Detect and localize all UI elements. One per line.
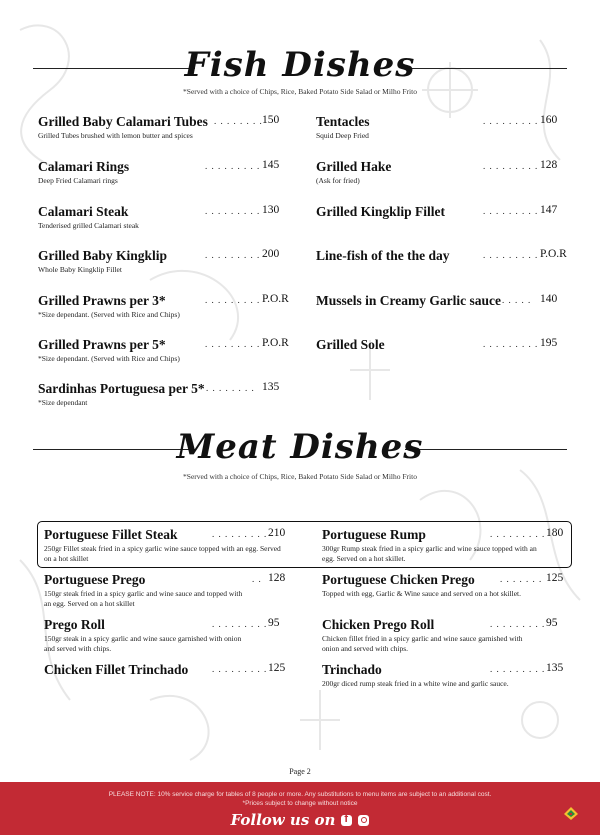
badge-icon xyxy=(562,804,580,822)
item-leader-dots: . . . . . . . . . xyxy=(205,295,261,305)
item-leader-dots: . . . . . . . . . xyxy=(205,250,261,260)
item-price: P.O.R xyxy=(262,293,289,305)
menu-item xyxy=(322,617,558,654)
item-name: Grilled Prawns per 3* xyxy=(38,293,166,308)
menu-item xyxy=(44,572,286,609)
instagram-icon[interactable] xyxy=(358,815,369,826)
menu-item xyxy=(316,114,558,141)
item-description: 150gr steak in a spicy garlic and wine sauce garnished with onion and served with chips. xyxy=(44,634,242,653)
item-description: Deep Fried Calamari rings xyxy=(38,176,118,185)
footer-note xyxy=(0,782,600,808)
item-leader-dots: . . . . . . . xyxy=(500,574,543,584)
item-price: 210 xyxy=(268,527,286,539)
item-leader-dots: . . . . . . . . . xyxy=(205,206,261,216)
item-name: Chicken Prego Roll xyxy=(322,617,435,632)
item-description: Grilled Tubes brushed with lemon butter and spices xyxy=(38,131,193,140)
item-name: Portuguese Prego xyxy=(44,572,146,587)
item-description: *Size dependant xyxy=(38,398,88,407)
meat-section-title: Meat Dishes xyxy=(176,427,424,467)
menu-item xyxy=(38,159,280,186)
item-leader-dots: . . . . . xyxy=(502,295,532,305)
item-price: 147 xyxy=(540,204,558,216)
item-name: Chicken Fillet Trinchado xyxy=(44,662,189,677)
item-leader-dots: . . . . . . . . . xyxy=(490,664,546,674)
fish-subnote: *Served with a choice of Chips, Rice, Baked Potato Side Salad or Milho Frito xyxy=(183,87,417,96)
item-name: Sardinhas Portuguesa per 5* xyxy=(38,381,205,396)
item-price: 195 xyxy=(540,337,558,349)
item-price: P.O.R xyxy=(540,248,567,260)
item-price: 128 xyxy=(540,159,558,171)
item-leader-dots: . . . . . . . . . xyxy=(212,619,268,629)
menu-item xyxy=(44,662,286,678)
item-name: Grilled Baby Calamari Tubes xyxy=(38,114,208,129)
item-description: 250gr Fillet steak fried in a spicy garlic wine sauce topped with an egg. Served on a hot skillet xyxy=(44,544,281,563)
menu-item xyxy=(44,617,280,654)
item-price: 140 xyxy=(540,293,558,305)
item-leader-dots: . . . . . . . . . xyxy=(483,250,539,260)
item-leader-dots: . . . . . . . . . xyxy=(490,529,546,539)
follow-us xyxy=(231,811,370,829)
item-leader-dots: . . . . . . . . . xyxy=(483,206,539,216)
item-price: 125 xyxy=(268,662,286,674)
item-name: Tentacles xyxy=(316,114,370,129)
item-name: Grilled Baby Kingklip xyxy=(38,248,168,263)
item-name: Trinchado xyxy=(322,662,382,677)
item-leader-dots: . . . . . . . . . xyxy=(483,339,539,349)
item-leader-dots: . . xyxy=(252,574,262,584)
menu-item xyxy=(38,204,280,231)
menu-item xyxy=(316,159,558,186)
item-leader-dots: . . . . . . . . . xyxy=(490,619,546,629)
fish-section-title: Fish Dishes xyxy=(184,45,416,85)
item-leader-dots: . . . . . . . . xyxy=(206,383,255,393)
item-leader-dots: . . . . . . . . . xyxy=(483,161,539,171)
item-description: Tenderised grilled Calamari steak xyxy=(38,221,139,230)
menu-item xyxy=(44,527,284,564)
item-description: 200gr diced rump steak fried in a white wine and garlic sauce. xyxy=(322,679,509,688)
item-description: Whole Baby Kingklip Fillet xyxy=(38,265,122,274)
item-name: Calamari Steak xyxy=(38,204,129,219)
item-leader-dots: . . . . . . . . . xyxy=(205,339,261,349)
menu-item xyxy=(316,337,558,353)
item-name: Portuguese Rump xyxy=(322,527,426,542)
menu-item xyxy=(316,248,567,264)
item-leader-dots: . . . . . . . . . xyxy=(483,116,539,126)
item-price: 95 xyxy=(268,617,280,629)
item-name: Line-fish of the the day xyxy=(316,248,450,263)
item-description: (Ask for fried) xyxy=(316,176,360,185)
service-charge-note: PLEASE NOTE: 10% service charge for tables of 8 people or more. Any substitutions to menu items are subject to an additional cost. xyxy=(108,791,492,798)
item-description: Chicken fillet fried in a spicy garlic and wine sauce garnished with onion and served with chips. xyxy=(322,634,523,653)
item-name: Grilled Hake xyxy=(316,159,392,174)
menu-item xyxy=(38,381,280,408)
menu-item xyxy=(38,248,280,275)
price-change-note: *Prices subject to change without notice xyxy=(242,800,358,807)
item-name: Grilled Kingklip Fillet xyxy=(316,204,446,219)
item-leader-dots: . . . . . . . . . xyxy=(212,529,268,539)
item-leader-dots: . . . . . . . . . xyxy=(212,664,268,674)
menu-item xyxy=(316,293,558,309)
item-price: P.O.R xyxy=(262,337,289,349)
item-name: Portuguese Chicken Prego xyxy=(322,572,475,587)
item-price: 150 xyxy=(262,114,280,126)
item-name: Grilled Sole xyxy=(316,337,385,352)
facebook-icon[interactable] xyxy=(341,815,352,826)
item-price: 160 xyxy=(540,114,558,126)
menu-item xyxy=(38,337,289,364)
item-description: *Size dependant. (Served with Rice and Chips) xyxy=(38,354,180,363)
item-leader-dots: . . . . . . . . xyxy=(214,116,263,126)
menu-item xyxy=(316,204,558,220)
item-price: 145 xyxy=(262,159,280,171)
menu-item xyxy=(322,572,562,599)
item-name: Calamari Rings xyxy=(38,159,130,174)
meat-subnote: *Served with a choice of Chips, Rice, Baked Potato Side Salad or Milho Frito xyxy=(183,472,417,481)
follow-us-label: Follow us on xyxy=(230,811,336,829)
item-price: 135 xyxy=(262,381,280,393)
footer-bar xyxy=(0,782,600,835)
item-name: Portuguese Fillet Steak xyxy=(44,527,178,542)
item-description: *Size dependant. (Served with Rice and Chips) xyxy=(38,310,180,319)
item-price: 128 xyxy=(268,572,286,584)
item-price: 200 xyxy=(262,248,280,260)
menu-item xyxy=(38,293,289,320)
menu-item xyxy=(322,662,564,689)
item-leader-dots: . . . . . . . . . xyxy=(205,161,261,171)
item-price: 125 xyxy=(546,572,564,584)
item-description: Topped with egg, Garlic & Wine sauce and served on a hot skillet. xyxy=(322,589,521,598)
item-description: Squid Deep Fried xyxy=(316,131,369,140)
item-price: 130 xyxy=(262,204,280,216)
item-name: Grilled Prawns per 5* xyxy=(38,337,166,352)
item-price: 180 xyxy=(546,527,564,539)
item-name: Mussels in Creamy Garlic sauce xyxy=(316,293,501,308)
menu-item xyxy=(322,527,562,564)
item-price: 95 xyxy=(546,617,558,629)
item-price: 135 xyxy=(546,662,564,674)
item-description: 150gr steak fried in a spicy garlic and wine sauce and topped with an egg. Served on a hot skillet xyxy=(44,589,243,608)
menu-item xyxy=(38,114,280,141)
item-name: Prego Roll xyxy=(44,617,105,632)
page-number: Page 2 xyxy=(289,767,311,776)
item-description: 300gr Rump steak fried in a spicy garlic and wine sauce topped with an egg. Served on a hot skillet. xyxy=(322,544,537,563)
